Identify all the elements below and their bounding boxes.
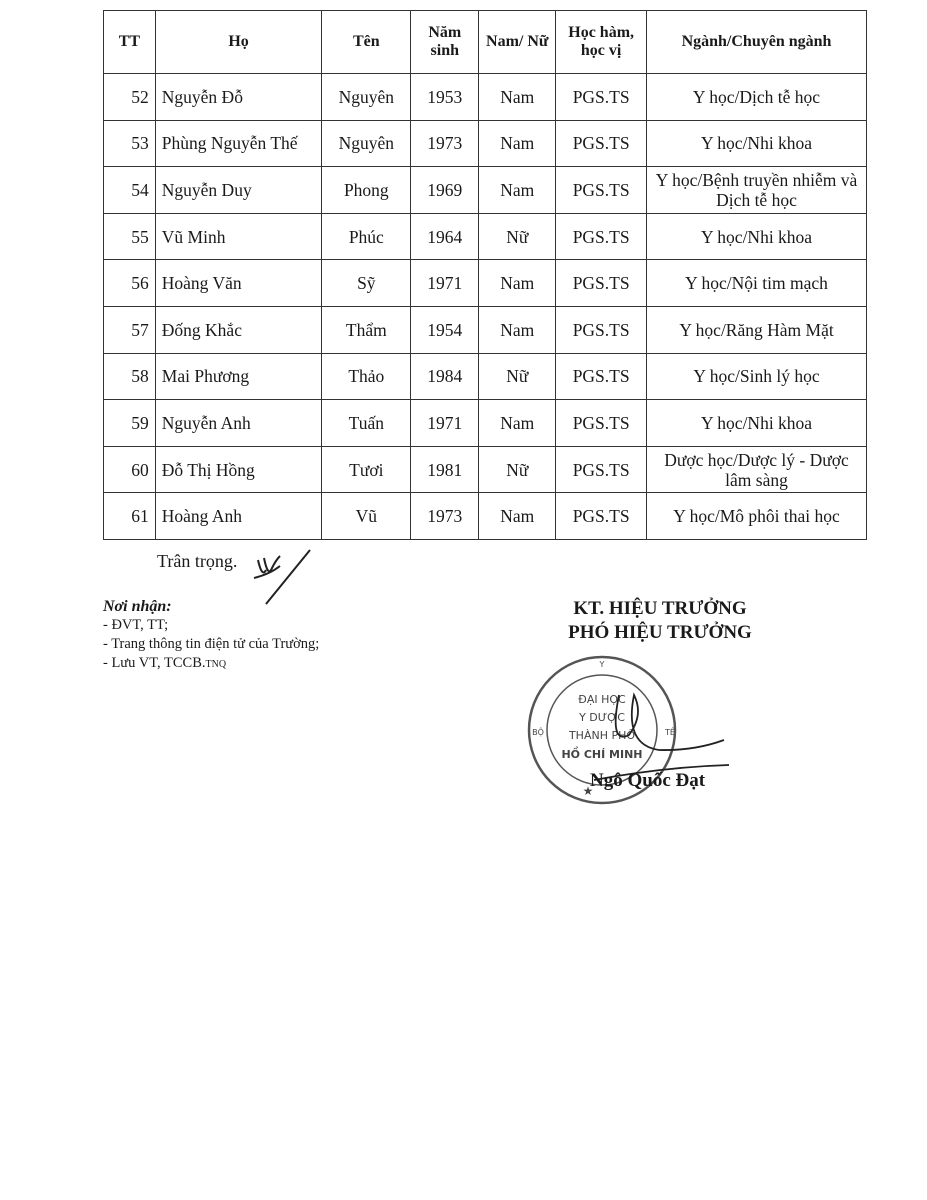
cell-nam-sinh: 1981: [411, 446, 479, 493]
svg-text:TẾ: TẾ: [665, 728, 675, 737]
column-header: Học hàm, học vị: [556, 11, 647, 74]
cell-gioi-tinh: Nam: [479, 120, 556, 167]
table-row: [104, 306, 867, 353]
cell-ten: Phong: [322, 167, 411, 214]
cell-ten: Nguyên: [322, 120, 411, 167]
cell-hoc-ham: PGS.TS: [556, 493, 647, 540]
cell-nam-sinh: 1971: [411, 400, 479, 447]
cell-ten: Sỹ: [322, 260, 411, 307]
cell-ho: Đống Khắc: [155, 306, 322, 353]
signature-line2: PHÓ HIỆU TRƯỞNG: [568, 622, 752, 643]
cell-hoc-ham: PGS.TS: [556, 400, 647, 447]
cell-hoc-ham: PGS.TS: [556, 74, 647, 121]
recipient-suffix: TNQ: [205, 659, 227, 670]
recipient-item: - Trang thông tin điện tử của Trường;: [103, 636, 320, 652]
cell-gioi-tinh: Nam: [479, 167, 556, 214]
cell-tt: 53: [104, 120, 156, 167]
recipients-title: Nơi nhận:: [103, 598, 172, 615]
cell-ten: Vũ: [322, 493, 411, 540]
signature-line1: KT. HIỆU TRƯỞNG: [573, 598, 747, 619]
cell-hoc-ham: PGS.TS: [556, 353, 647, 400]
cell-nam-sinh: 1969: [411, 167, 479, 214]
cell-nganh: Y học/Nhi khoa: [647, 400, 867, 447]
column-header: Tên: [322, 11, 411, 74]
cell-ho: Hoàng Văn: [155, 260, 322, 307]
cell-tt: 61: [104, 493, 156, 540]
cell-hoc-ham: PGS.TS: [556, 120, 647, 167]
cell-ten: Phúc: [322, 213, 411, 260]
cell-ho: Đỗ Thị Hồng: [155, 446, 322, 493]
cell-nam-sinh: 1984: [411, 353, 479, 400]
table-row: [104, 400, 867, 447]
signer-name: Ngô Quốc Đạt: [590, 770, 706, 791]
cell-tt: 56: [104, 260, 156, 307]
cell-nganh: Y học/Răng Hàm Mặt: [647, 306, 867, 353]
cell-nam-sinh: 1973: [411, 120, 479, 167]
cell-gioi-tinh: Nữ: [479, 446, 556, 493]
cell-nam-sinh: 1954: [411, 306, 479, 353]
cell-hoc-ham: PGS.TS: [556, 213, 647, 260]
cell-ho: Nguyễn Anh: [155, 400, 322, 447]
cell-gioi-tinh: Nam: [479, 306, 556, 353]
cell-nam-sinh: 1953: [411, 74, 479, 121]
table-row: [104, 353, 867, 400]
cell-ho: Hoàng Anh: [155, 493, 322, 540]
cell-tt: 54: [104, 167, 156, 214]
cell-ten: Nguyên: [322, 74, 411, 121]
cell-ho: Nguyễn Đỗ: [155, 74, 322, 121]
cell-tt: 57: [104, 306, 156, 353]
svg-text:ĐẠI HỌC: ĐẠI HỌC: [578, 693, 626, 706]
svg-text:★: ★: [582, 784, 594, 798]
column-header: Nam/ Nữ: [479, 11, 556, 74]
cell-tt: 60: [104, 446, 156, 493]
table-row: [104, 213, 867, 260]
cell-gioi-tinh: Nam: [479, 493, 556, 540]
cell-ho: Nguyễn Duy: [155, 167, 322, 214]
recipient-item: - Lưu VT, TCCB.TNQ: [103, 655, 227, 671]
cell-ten: Tươi: [322, 446, 411, 493]
cell-ten: Tuấn: [322, 400, 411, 447]
cell-nganh: Y học/Nhi khoa: [647, 213, 867, 260]
cell-nganh: Y học/Mô phôi thai học: [647, 493, 867, 540]
cell-tt: 52: [104, 74, 156, 121]
column-header: TT: [104, 11, 156, 74]
svg-text:THÀNH PHỐ: THÀNH PHỐ: [568, 729, 636, 742]
cell-tt: 58: [104, 353, 156, 400]
cell-nam-sinh: 1973: [411, 493, 479, 540]
cell-hoc-ham: PGS.TS: [556, 446, 647, 493]
svg-text:BỘ: BỘ: [532, 728, 544, 737]
cell-tt: 59: [104, 400, 156, 447]
svg-text:Y DƯỢC: Y DƯỢC: [579, 711, 625, 724]
closing-text: Trân trọng.: [157, 551, 238, 571]
cell-nganh: Y học/Nội tim mạch: [647, 260, 867, 307]
column-header: Họ: [155, 11, 322, 74]
cell-ho: Vũ Minh: [155, 213, 322, 260]
cell-gioi-tinh: Nam: [479, 74, 556, 121]
recipient-item: - ĐVT, TT;: [103, 617, 169, 633]
table-row: [104, 120, 867, 167]
staff-table: [103, 10, 867, 540]
table-row: [104, 446, 867, 493]
svg-text:Y: Y: [599, 660, 605, 669]
cell-gioi-tinh: Nam: [479, 260, 556, 307]
cell-nganh: Y học/Nhi khoa: [647, 120, 867, 167]
cell-nam-sinh: 1964: [411, 213, 479, 260]
recipients-block: [103, 597, 319, 674]
cell-hoc-ham: PGS.TS: [556, 306, 647, 353]
table-row: [104, 167, 867, 214]
cell-ten: Thẩm: [322, 306, 411, 353]
table-row: [104, 74, 867, 121]
table-row: [104, 260, 867, 307]
cell-gioi-tinh: Nam: [479, 400, 556, 447]
column-header: Năm sinh: [411, 11, 479, 74]
cell-gioi-tinh: Nữ: [479, 353, 556, 400]
cell-nganh: Y học/Sinh lý học: [647, 353, 867, 400]
cell-ten: Thảo: [322, 353, 411, 400]
column-header: Ngành/Chuyên ngành: [647, 11, 867, 74]
svg-text:HỒ CHÍ MINH: HỒ CHÍ MINH: [561, 748, 643, 761]
cell-nganh: Y học/Bệnh truyền nhiễm và Dịch tễ học: [647, 167, 867, 214]
table-row: [104, 493, 867, 540]
cell-hoc-ham: PGS.TS: [556, 167, 647, 214]
cell-gioi-tinh: Nữ: [479, 213, 556, 260]
cell-ho: Phùng Nguyễn Thế: [155, 120, 322, 167]
cell-nganh: Dược học/Dược lý - Dược lâm sàng: [647, 446, 867, 493]
cell-tt: 55: [104, 213, 156, 260]
cell-nganh: Y học/Dịch tễ học: [647, 74, 867, 121]
cell-ho: Mai Phương: [155, 353, 322, 400]
cell-hoc-ham: PGS.TS: [556, 260, 647, 307]
signature-title: [520, 597, 800, 645]
cell-nam-sinh: 1971: [411, 260, 479, 307]
